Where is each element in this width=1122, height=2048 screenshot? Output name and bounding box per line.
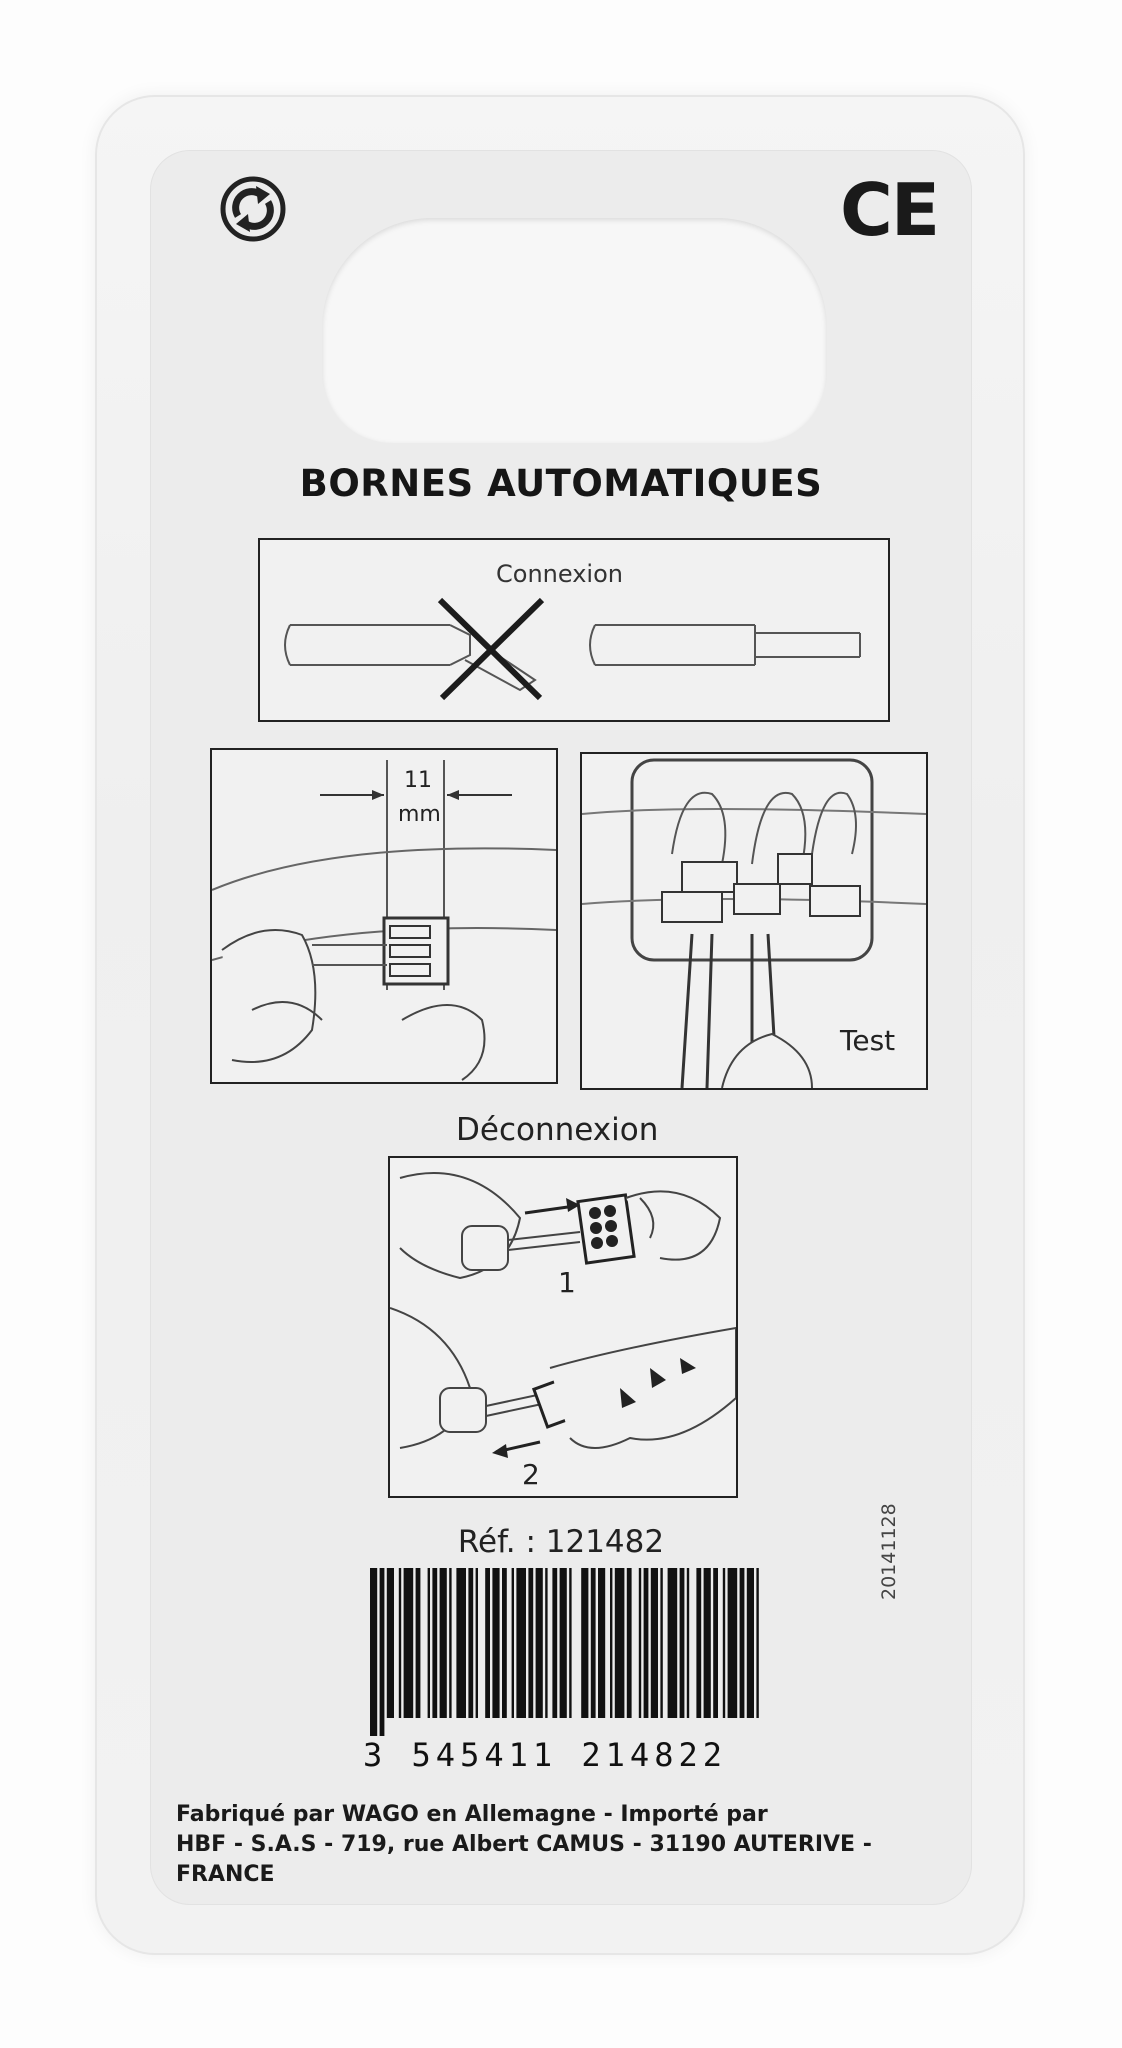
strip-length-panel xyxy=(210,748,558,1084)
step-1-label: 1 xyxy=(558,1266,576,1299)
connexion-label: Connexion xyxy=(496,560,623,588)
deconnexion-label: Déconnexion xyxy=(456,1112,659,1148)
ce-mark: CE xyxy=(840,168,939,252)
disconnect-steps-illustration xyxy=(390,1158,736,1496)
connexion-panel xyxy=(258,538,890,722)
reference-number: Réf. : 121482 xyxy=(457,1524,665,1560)
manufacturer-info xyxy=(176,1800,976,1890)
hang-hole xyxy=(322,218,827,443)
test-panel xyxy=(580,752,928,1090)
step-2-label: 2 xyxy=(522,1458,540,1491)
test-label: Test xyxy=(840,1024,896,1057)
barcode-bars xyxy=(370,1568,760,1736)
product-title: BORNES AUTOMATIQUES xyxy=(299,462,823,505)
strip-length-unit: mm xyxy=(398,802,441,827)
manufacturer-line-2: HBF - S.A.S - 719, rue Albert CAMUS - 31190 AUTERIVE - FRANCE xyxy=(176,1832,872,1887)
manufacturer-line-1: Fabriqué par WAGO en Allemagne - Importé par xyxy=(176,1802,768,1827)
date-code: 20141128 xyxy=(878,1503,900,1600)
deconnexion-panel xyxy=(388,1156,738,1498)
barcode-digits: 3 545411 214822 xyxy=(363,1736,727,1774)
strip-length-value: 11 xyxy=(404,768,432,793)
green-dot-icon xyxy=(220,176,286,242)
hand-inserting-wire-illustration xyxy=(212,750,556,1082)
